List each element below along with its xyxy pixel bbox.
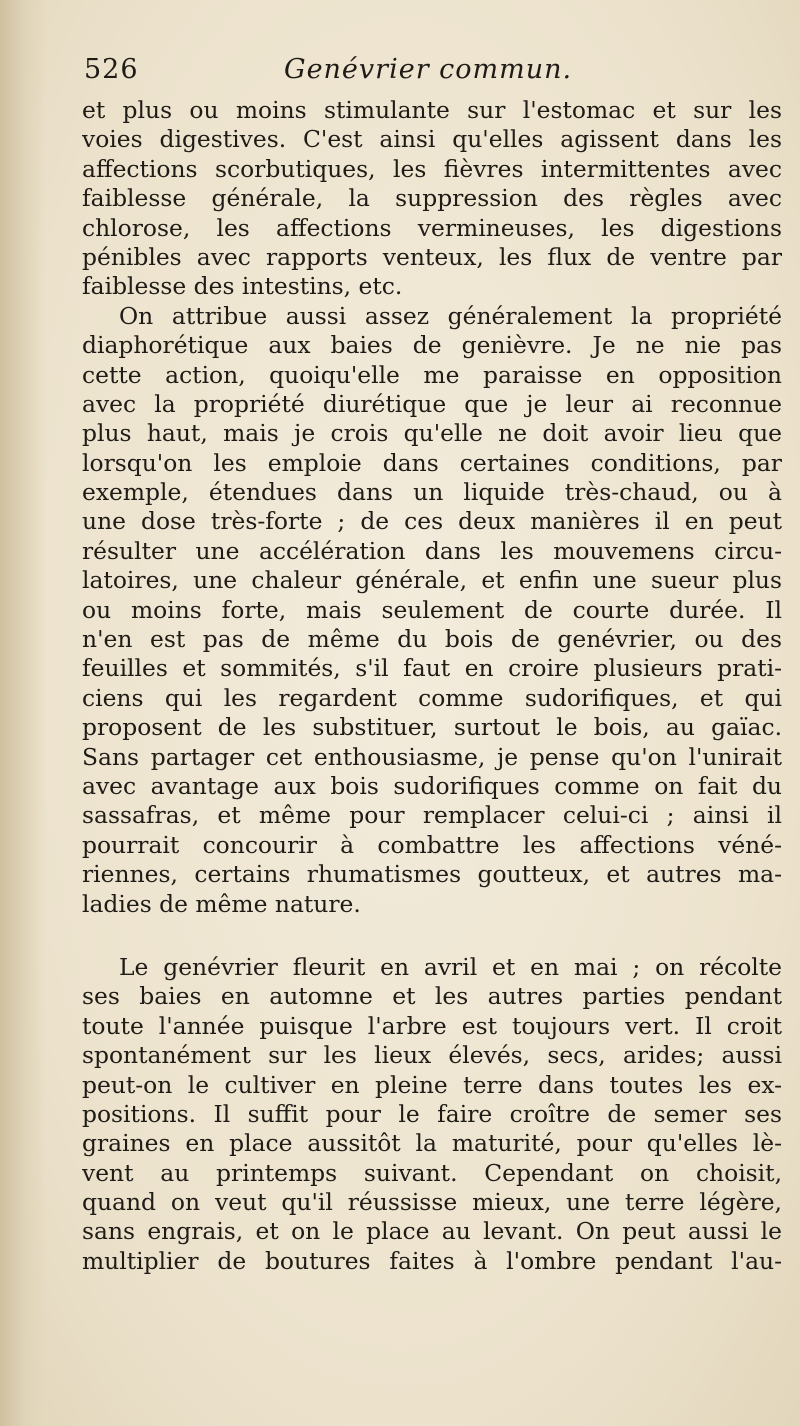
running-title: Genévrier commun.: [284, 54, 573, 85]
text-line: quand on veut qu'il réussisse mieux, une terre légère,: [82, 1188, 782, 1217]
text-line: avec avantage aux bois sudorifiques comme on fait du: [82, 771, 782, 800]
text-line: sassafras, et même pour remplacer celui-ci ; ainsi il: [82, 801, 782, 830]
text-line: On attribue aussi assez généralement la propriété: [119, 301, 782, 330]
text-line: feuilles et sommités, s'il faut en croire plusieurs prati-: [82, 654, 782, 683]
text-line: Sans partager cet enthousiasme, je pense qu'on l'unirait: [82, 742, 782, 771]
text-line: voies digestives. C'est ainsi qu'elles agissent dans les: [82, 125, 782, 154]
text-line: positions. Il suffit pour le faire croître de semer ses: [82, 1099, 782, 1128]
body-text: [82, 96, 782, 1276]
text-line: résulter une accélération dans les mouvemens circu-: [82, 536, 782, 565]
text-line: plus haut, mais je crois qu'elle ne doit avoir lieu que: [82, 419, 782, 448]
page-header: [84, 50, 784, 90]
paragraph: [82, 96, 782, 302]
text-line: lorsqu'on les emploie dans certaines conditions, par: [82, 448, 782, 477]
text-line: toute l'année puisque l'arbre est toujours vert. Il croit: [82, 1011, 782, 1040]
text-line: diaphorétique aux baies de genièvre. Je ne nie pas: [82, 331, 782, 360]
text-line: ses baies en automne et les autres parties pendant: [82, 982, 782, 1011]
text-line: et plus ou moins stimulante sur l'estomac et sur les: [82, 96, 782, 124]
text-line: spontanément sur les lieux élevés, secs, arides; aussi: [82, 1041, 782, 1070]
text-line: pourrait concourir à combattre les affections véné-: [82, 830, 782, 859]
text-line: ladies de même nature.: [82, 889, 361, 918]
text-line: exemple, étendues dans un liquide très-chaud, ou à: [82, 478, 782, 507]
text-line: riennes, certains rhumatismes goutteux, et autres ma-: [82, 860, 782, 889]
paragraph: [82, 302, 782, 919]
text-line: latoires, une chaleur générale, et enfin une sueur plus: [82, 566, 782, 595]
text-line: graines en place aussitôt la maturité, pour qu'elles lè-: [82, 1129, 782, 1158]
text-line: multiplier de boutures faites à l'ombre pendant l'au-: [82, 1246, 782, 1275]
text-line: vent au printemps suivant. Cependant on choisit,: [82, 1158, 782, 1187]
paragraph: [82, 953, 782, 1276]
text-line: Le genévrier fleurit en avril et en mai ; on récolte: [119, 952, 782, 981]
text-line: faiblesse des intestins, etc.: [82, 272, 403, 301]
text-line: sans engrais, et on le place au levant. On peut aussi le: [82, 1217, 782, 1246]
text-line: avec la propriété diurétique que je leur ai reconnue: [82, 389, 782, 418]
text-line: peut-on le cultiver en pleine terre dans toutes les ex-: [82, 1070, 782, 1099]
text-line: faiblesse générale, la suppression des règles avec: [82, 184, 782, 213]
page-number: 526: [84, 54, 139, 85]
binding-gutter-shadow: [0, 0, 46, 1426]
text-line: chlorose, les affections vermineuses, les digestions: [82, 213, 782, 242]
text-line: pénibles avec rapports venteux, les flux de ventre par: [82, 242, 782, 271]
text-line: ou moins forte, mais seulement de courte durée. Il: [82, 595, 782, 624]
text-line: une dose très-forte ; de ces deux manières il en peut: [82, 507, 782, 536]
text-line: n'en est pas de même du bois de genévrier, ou des: [82, 625, 782, 654]
text-line: ciens qui les regardent comme sudorifiques, et qui: [82, 683, 782, 712]
text-line: cette action, quoiqu'elle me paraisse en opposition: [82, 360, 782, 389]
text-line: proposent de les substituer, surtout le bois, au gaïac.: [82, 713, 782, 742]
paragraph-spacer: [82, 919, 782, 953]
text-line: affections scorbutiques, les fièvres intermittentes avec: [82, 154, 782, 183]
